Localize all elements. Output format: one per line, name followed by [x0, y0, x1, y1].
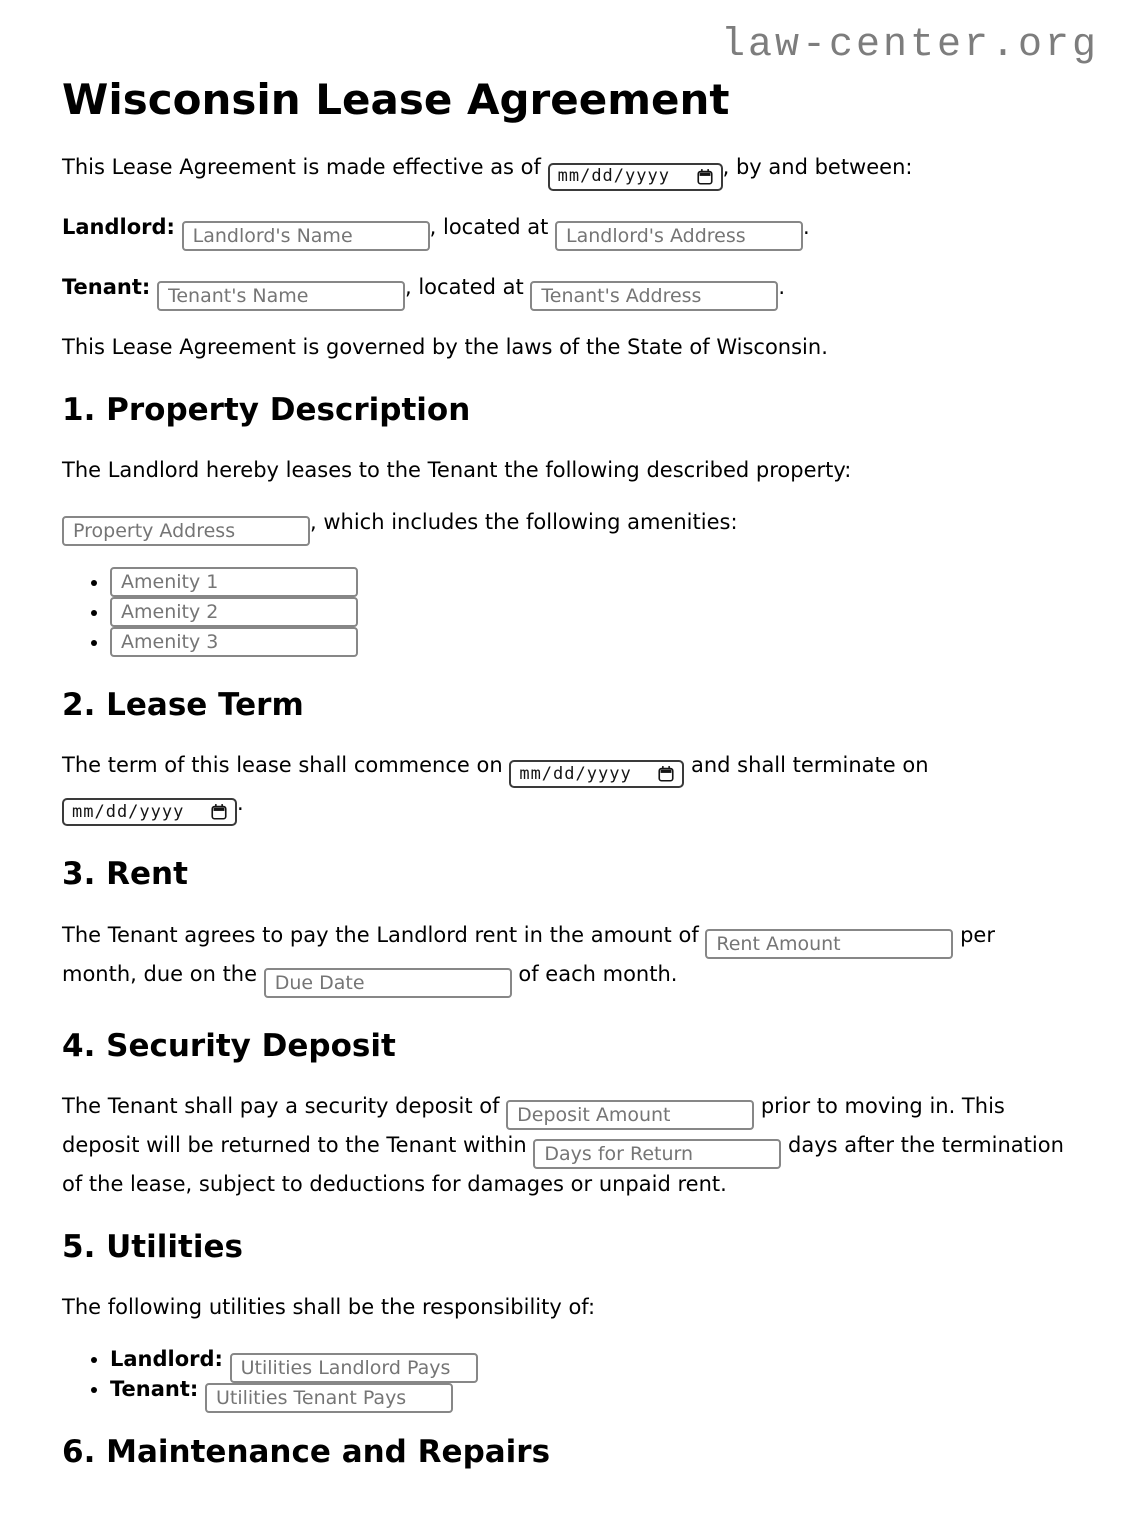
lease-term-paragraph: [62, 750, 1071, 827]
calendar-icon: [210, 803, 228, 821]
landlord-mid-text: , located at: [429, 214, 556, 239]
list-item: [110, 1374, 1071, 1404]
rent-amount-input[interactable]: [705, 929, 953, 959]
list-item: [110, 597, 1071, 627]
site-logo: law-center.org: [720, 23, 1099, 68]
due-date-input[interactable]: [264, 968, 512, 998]
calendar-icon: [657, 765, 675, 783]
deposit-amount-input[interactable]: [506, 1100, 754, 1130]
section-heading-lease-term: 2. Lease Term: [62, 686, 304, 723]
effective-date-placeholder: mm/dd/yyyy: [557, 166, 670, 187]
utilities-list: [62, 1344, 1071, 1404]
list-item: [110, 1344, 1071, 1374]
effective-date-input[interactable]: [548, 163, 723, 191]
days-for-return-input[interactable]: [533, 1139, 781, 1169]
page-title: Wisconsin Lease Agreement: [62, 75, 730, 124]
rent-before-text: The Tenant agrees to pay the Landlord rent in the amount of: [62, 922, 706, 947]
deposit-before-text: The Tenant shall pay a security deposit of: [62, 1093, 507, 1118]
intro-text-after: , by and between:: [722, 155, 913, 180]
governing-law-text: This Lease Agreement is governed by the laws of the State of Wisconsin.: [62, 334, 828, 359]
tenant-label: Tenant:: [62, 274, 151, 299]
landlord-name-input[interactable]: [182, 221, 430, 251]
commence-date-input[interactable]: [509, 760, 684, 788]
property-after-address-text: , which includes the following amenities:: [310, 509, 738, 534]
utilities-landlord-label: Landlord:: [110, 1346, 223, 1371]
lease-term-before-text: The term of this lease shall commence on: [62, 752, 510, 777]
section-heading-utilities: 5. Utilities: [62, 1229, 243, 1266]
property-address-paragraph: [62, 507, 1071, 546]
property-intro-text: The Landlord hereby leases to the Tenant the following described property:: [62, 458, 852, 483]
lease-term-end-text: .: [237, 791, 244, 816]
utilities-intro-text: The following utilities shall be the responsibility of:: [62, 1295, 596, 1320]
landlord-address-input[interactable]: [555, 221, 803, 251]
tenant-address-input[interactable]: [530, 281, 778, 311]
rent-end-text: of each month.: [511, 961, 678, 986]
deposit-end-text: days after the termination of the lease, subject to deductions for damages or unpaid rent.: [62, 1132, 1064, 1196]
rent-paragraph: [62, 920, 1071, 998]
section-heading-maintenance: 6. Maintenance and Repairs: [62, 1433, 551, 1470]
utilities-tenant-input[interactable]: [205, 1383, 453, 1413]
tenant-name-input[interactable]: [157, 281, 405, 311]
rent-mid-text: per month, due on the: [62, 922, 995, 986]
amenity-1-input[interactable]: [110, 567, 358, 597]
tenant-mid-text: , located at: [404, 274, 531, 299]
list-item: [110, 627, 1071, 657]
deposit-mid-text: prior to moving in. This deposit will be returned to the Tenant within: [62, 1093, 1005, 1157]
deposit-paragraph: [62, 1091, 1071, 1199]
commence-date-placeholder: mm/dd/yyyy: [519, 763, 632, 784]
terminate-date-placeholder: mm/dd/yyyy: [72, 802, 185, 823]
utilities-tenant-label: Tenant:: [110, 1376, 199, 1401]
calendar-icon: [696, 168, 714, 186]
terminate-date-input[interactable]: [62, 798, 237, 826]
section-heading-property: 1. Property Description: [62, 392, 471, 429]
landlord-label: Landlord:: [62, 214, 175, 239]
intro-paragraph: [62, 152, 1071, 190]
tenant-end-text: .: [778, 274, 786, 299]
landlord-end-text: .: [803, 214, 810, 239]
amenity-2-input[interactable]: [110, 597, 358, 627]
landlord-paragraph: [62, 212, 1071, 251]
amenities-list: [62, 567, 1071, 657]
section-heading-rent: 3. Rent: [62, 856, 188, 893]
intro-text-before: This Lease Agreement is made effective as of: [62, 155, 548, 180]
property-address-input[interactable]: [62, 516, 310, 546]
tenant-paragraph: [62, 272, 1071, 311]
lease-term-mid-text: and shall terminate on: [684, 752, 929, 777]
section-heading-deposit: 4. Security Deposit: [62, 1027, 396, 1064]
list-item: [110, 567, 1071, 597]
amenity-3-input[interactable]: [110, 627, 358, 657]
